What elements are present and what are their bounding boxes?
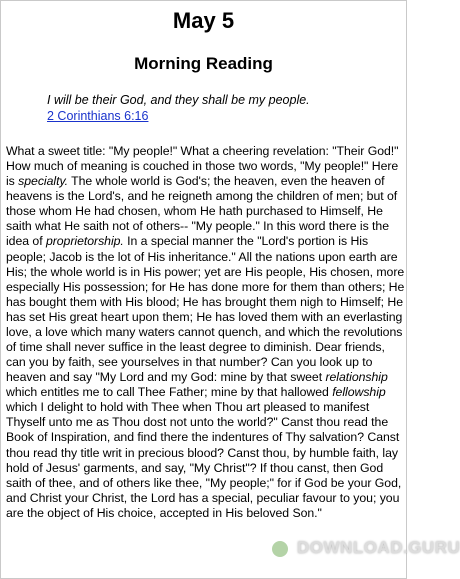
- text-segment: What a sweet title: "My people!" What a cheering revelation: "Their God!" How much of meaning is couched in those two words, "My people!" Here is: [6, 144, 399, 189]
- date-title: May 5: [172, 8, 235, 33]
- text-segment: which entitles me to call Thee Father; mine by that hallowed: [6, 385, 333, 400]
- text-segment: In a special manner the "Lord's portion is His people; Jacob is the lot of His inheritance." All the nations upon earth are His; the whole world is in His power; yet are His people, His chosen, more especially His possession; for He has done more for them than others; He has bought them with His blood; He has brought them nigh to Himself; He has set His great heart upon them; He has loved them with an everlasting love, a love which many waters cannot quench, and which the revolutions of time shall never suffice in the least degree to diminish. Dear friends, can you by faith, see yourselves in that number? Can you look up to heaven and say "My Lord and my God: mine by that sweet: [6, 234, 405, 385]
- watermark: DOWNLOAD.GURU: [297, 538, 460, 557]
- text-segment: The whole world is God's; the heaven, even the heaven of heavens is the Lord's, and he reigneth among the children of men; but of those whom He had chosen, whom He hath purchased to Himself, He saith what He saith not of others-- "My people." In this word there is the idea of: [6, 174, 398, 249]
- emphasis-proprietorship: proprietorship.: [45, 234, 124, 249]
- reading-heading: Morning Reading: [134, 54, 273, 73]
- devotional-paragraph: [6, 144, 407, 521]
- scripture-verse: I will be their God, and they shall be my people.: [47, 93, 310, 107]
- scripture-reference-link[interactable]: 2 Corinthians 6:16: [47, 109, 149, 123]
- emphasis-fellowship: fellowship: [332, 385, 386, 400]
- emphasis-relationship: relationship: [325, 370, 388, 385]
- emphasis-specialty: specialty.: [18, 174, 69, 189]
- text-segment: which I delight to hold with Thee when Thou art pleased to manifest Thyself unto me as Thou dost not unto the world?" Canst thou read the Book of Inspiration, and find there the indentures of Thy salvation? Canst thou read thy title writ in precious blood? Canst thou, by humble faith, lay hold of Jesus' garments, and say, "My Christ"? If thou canst, then God saith of thee, and of others like thee, "My people;" for if God be your God, and Christ your Christ, the Lord has a special, peculiar favour to you; you are the object of His choice, accepted in His beloved Son.": [6, 400, 402, 520]
- devotional-text: [6, 144, 407, 521]
- watermark-logo-icon: [272, 541, 288, 557]
